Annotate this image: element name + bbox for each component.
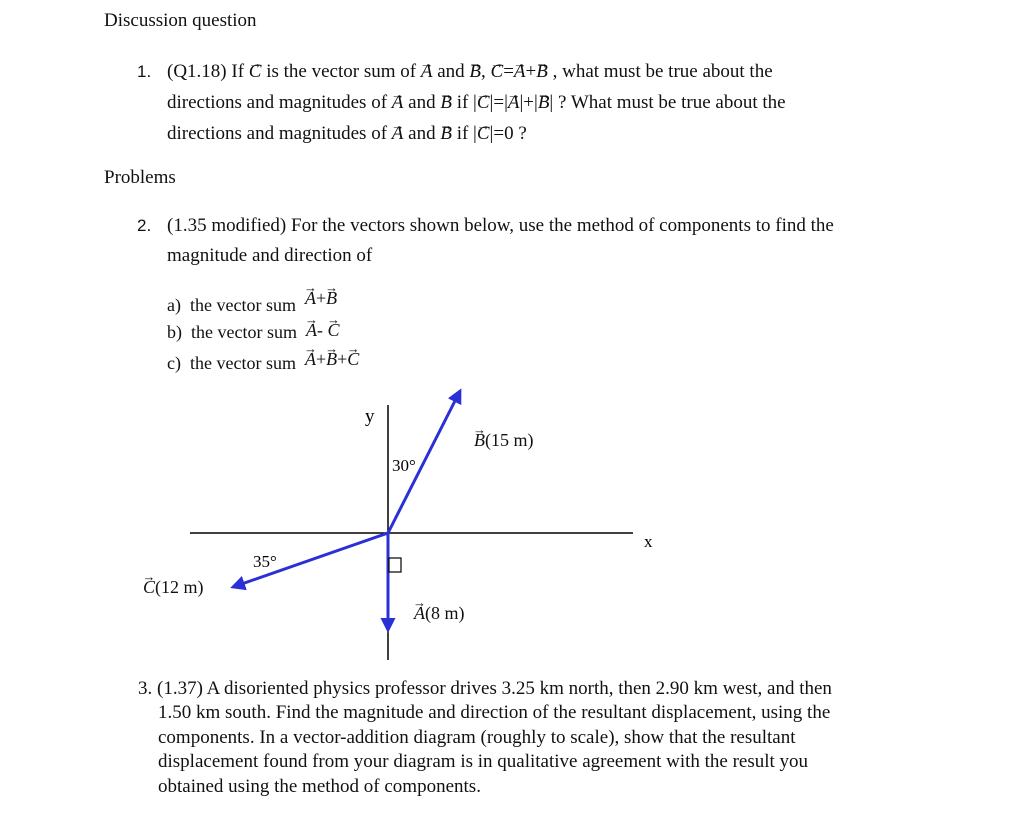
q2-item-c: c) the vector sum → A+→ B+→ C xyxy=(167,353,359,374)
vector-b-symbol: → B xyxy=(440,87,452,118)
q1-l2-and: and xyxy=(408,92,436,113)
q1-comma: , xyxy=(481,61,486,82)
y-axis-label: y xyxy=(365,406,375,427)
q1-l3-condition: |→ C|=0 ? xyxy=(473,123,527,144)
angle-b-label: 30° xyxy=(392,456,416,475)
vector-b-symbol: → B xyxy=(440,118,452,149)
q1-and: and xyxy=(437,61,465,82)
q1-end: , what must be true about the xyxy=(552,61,773,82)
q1-tag: (Q1.18) xyxy=(167,61,227,82)
q2-item-b: b) the vector sum → A- → C xyxy=(167,322,340,343)
discussion-heading: Discussion question xyxy=(104,10,257,31)
q1-number: 1. xyxy=(137,62,152,81)
q1-eq: = xyxy=(503,61,514,82)
q2-line-2: magnitude and direction of xyxy=(167,245,373,266)
vector-c-label: → C(12 m) xyxy=(143,577,204,598)
q3-line-1: 3. (1.37) A disoriented physics professor drives 3.25 km north, then 2.90 km west, and then xyxy=(138,678,832,699)
q1-l2-end: ? What must be true about the xyxy=(557,92,786,113)
q1-text: is the vector sum of xyxy=(266,61,417,82)
q1-l2-if: if xyxy=(456,92,469,113)
q3-line-4: displacement found from your diagram is in qualitative agreement with the result you xyxy=(158,751,809,772)
q1-l3-if: if xyxy=(456,123,469,144)
problems-heading: Problems xyxy=(104,167,176,188)
angle-c-label: 35° xyxy=(253,552,277,571)
vector-a-symbol: → A xyxy=(392,118,404,149)
q2-text: (1.35 modified) For the vectors shown below, use the method of components to find the xyxy=(167,215,834,236)
vector-a-symbol: → A xyxy=(421,56,433,87)
q1-plus: + xyxy=(525,61,537,82)
q2-number: 2. xyxy=(137,216,152,235)
origin-marker xyxy=(389,558,401,572)
vector-b-label: → B(15 m) xyxy=(474,430,534,451)
q1-l3-and: and xyxy=(408,123,436,144)
vector-b-symbol: → B xyxy=(536,56,548,87)
vector-a-symbol: → A xyxy=(392,87,404,118)
q1-l2-condition: |→ C|=|→ A|+|→ B| xyxy=(473,92,553,113)
q1-l3-start: directions and magnitudes of xyxy=(167,123,388,144)
vector-c-symbol: → C xyxy=(491,56,504,87)
x-axis-label: x xyxy=(644,532,653,551)
q3-line-2: 1.50 km south. Find the magnitude and direction of the resultant displacement, using the xyxy=(158,702,831,723)
q1-if: If xyxy=(231,61,245,82)
q1-l2-start: directions and magnitudes of xyxy=(167,92,388,113)
q2-item-a: a) the vector sum → A+→ B xyxy=(167,295,337,316)
vector-a-label: → A(8 m) xyxy=(414,603,465,624)
q3-line-3: components. In a vector-addition diagram (roughly to scale), show that the resultant xyxy=(158,727,796,748)
vector-b-symbol: → B xyxy=(469,56,481,87)
vector-c-symbol: → C xyxy=(249,56,262,87)
vector-a-symbol: → A xyxy=(514,56,526,87)
q3-line-5: obtained using the method of components. xyxy=(158,776,481,797)
